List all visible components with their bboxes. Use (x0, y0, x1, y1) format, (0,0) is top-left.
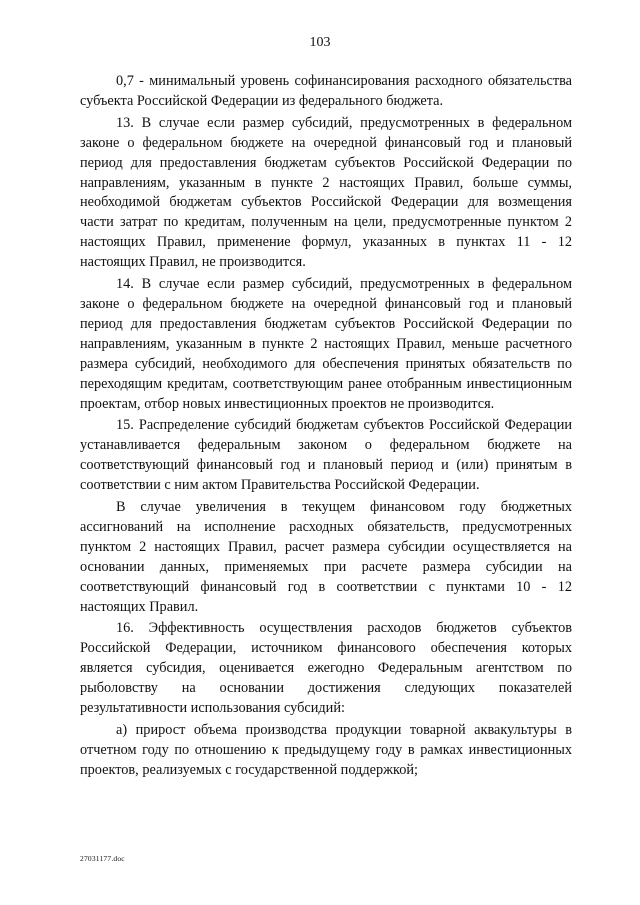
paragraph-cofinancing-level: 0,7 - минимальный уровень софинансирования расходного обязательства субъекта Российской Федерации из федерального бюджета. (80, 73, 572, 109)
paragraph-15: 15. Распределение субсидий бюджетам субъектов Российской Федерации устанавливается федеральным законом о федеральном бюджете на соответствующий финансовый год и плановый период и (или) принятым в соответствии с ним актом Правительства Российской Федерации. (80, 417, 572, 494)
page-number: 103 (309, 35, 331, 50)
paragraph-16: 16. Эффективность осуществления расходов бюджетов субъектов Российской Федерации, источником финансового обеспечения которых является субсидия, оценивается ежегодно Федеральным агентством по рыболовству на основании достижения следующих показателей результативности использования субсидий: (80, 620, 572, 717)
document-file-id: 27031177.doc (80, 854, 125, 863)
paragraph-13: 13. В случае если размер субсидий, предусмотренных в федеральном законе о федеральном бюджете на очередной финансовый год и плановый период для предоставления бюджетам субъектов Российской Федерации по направлениям, указанным в пункте 2 настоящих Правил, больше суммы, необходимой бюджетам субъектов Российской Федерации для возмещения части затрат по кредитам, полученным на цели, предусмотренные пунктом 2 настоящих Правил, применение формул, указанных в пунктах 11 - 12 настоящих Правил, не производится. (80, 114, 572, 271)
document-body (80, 72, 572, 781)
paragraph-15-increase: В случае увеличения в текущем финансовом году бюджетных ассигнований на исполнение расходных обязательств, предусмотренных пунктом 2 настоящих Правил, расчет размера субсидии осуществляется на основании данных, применяемых при расчете размера субсидии на соответствующий финансовый год в соответствии с пунктами 10 - 12 настоящих Правил. (80, 499, 572, 615)
paragraph-16-a: а) прирост объема производства продукции товарной аквакультуры в отчетном году по отношению к предыдущему году в рамках инвестиционных проектов, реализуемых с государственной поддержкой; (80, 722, 572, 778)
paragraph-14: 14. В случае если размер субсидий, предусмотренных в федеральном законе о федеральном бюджете на очередной финансовый год и плановый период для предоставления бюджетам субъектов Российской Федерации по направлениям, указанным в пункте 2 настоящих Правил, меньше расчетного размера субсидий, необходимого для обеспечения принятых обязательств по переходящим кредитам, соответствующим ранее отобранным инвестиционным проектам, отбор новых инвестиционных проектов не производится. (80, 276, 572, 412)
